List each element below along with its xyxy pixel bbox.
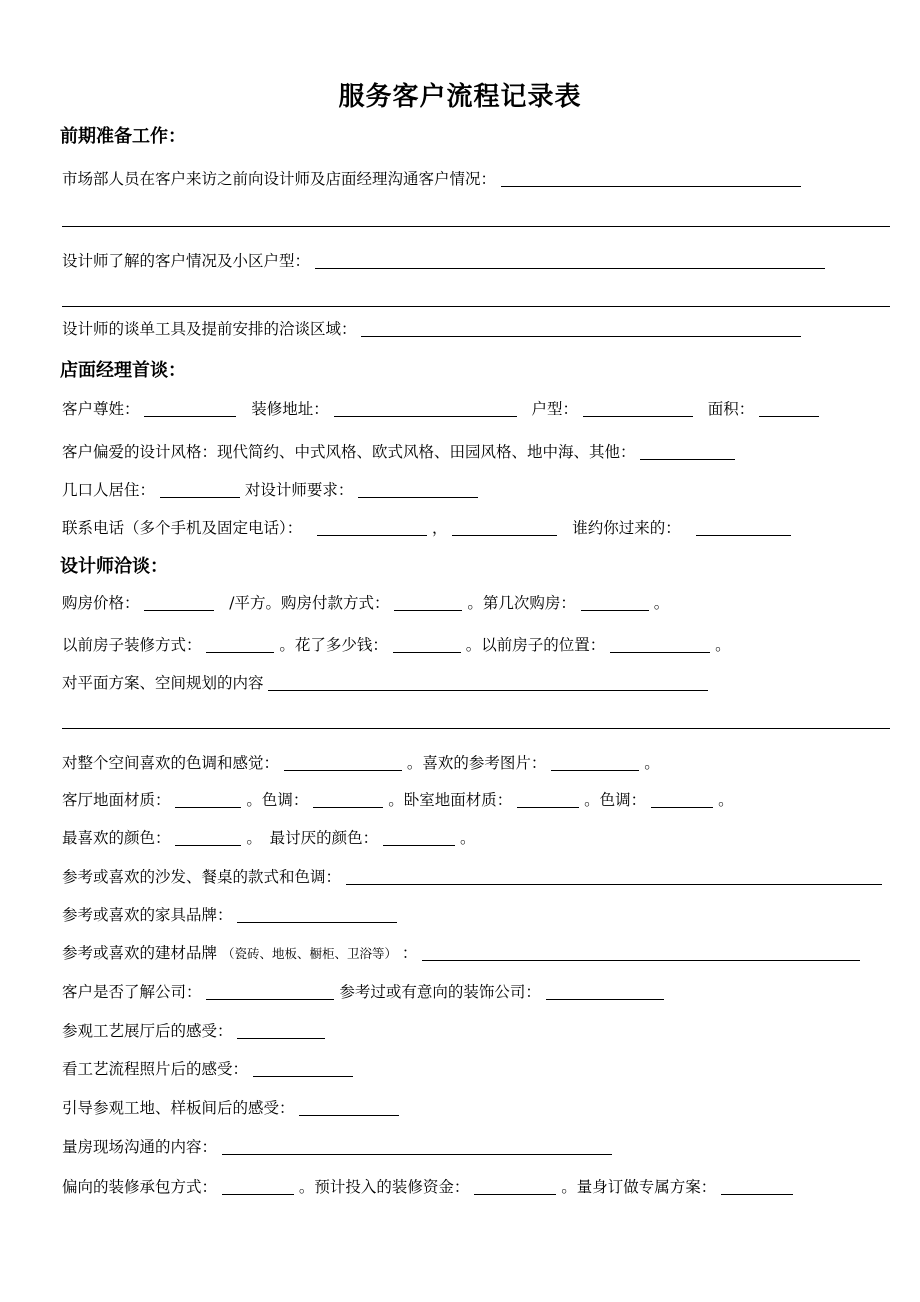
blank-input-designer-requirements[interactable] (358, 481, 478, 498)
row-preferred-style (62, 443, 735, 462)
label-preferred-style: 客户偏爱的设计风格：现代简约、中式风格、欧式风格、田园风格、地中海、其他： (62, 443, 636, 461)
label-previous-location: 。以前房子的位置： (465, 636, 606, 654)
label-sofa-table: 参考或喜欢的沙发、餐桌的款式和色调： (62, 868, 342, 886)
blank-input-phone-1[interactable] (317, 519, 427, 536)
label-area: 面积： (707, 400, 755, 418)
section-heading-designer: 设计师洽谈： (60, 556, 168, 577)
blank-input-customer-surname[interactable] (144, 400, 236, 417)
label-purchase-price: 购房价格： (62, 594, 140, 612)
blank-input-floor-plan[interactable] (268, 674, 708, 691)
row-floor-material (62, 791, 734, 810)
label-period-4: 。 (718, 791, 734, 809)
row-household (62, 481, 478, 500)
label-referrer: 谁约你过来的： (572, 519, 681, 537)
label-period-3: 。 (644, 754, 660, 772)
label-material-brand-examples: （瓷砖、地板、橱柜、卫浴等） (221, 946, 397, 961)
row-floor-plan (62, 674, 708, 693)
blank-input-payment-method[interactable] (394, 594, 462, 611)
row-previous-house (62, 636, 731, 655)
blank-input-household-size[interactable] (160, 481, 240, 498)
blank-input-material-brand[interactable] (422, 944, 860, 961)
blank-input-previous-cost[interactable] (393, 636, 461, 653)
row-furniture-brand (62, 906, 397, 925)
section-heading-prep: 前期准备工作： (60, 126, 186, 147)
blank-input-contract-type[interactable] (222, 1178, 294, 1195)
continuation-rule-market-dept (62, 226, 890, 227)
label-material-brand: 参考或喜欢的建材品牌 (62, 944, 218, 962)
label-household-size: 几口人居住： (62, 481, 156, 499)
row-measure-communication (62, 1138, 612, 1157)
label-custom-plan: 。量身订做专属方案： (561, 1178, 717, 1196)
blank-input-preferred-style-other[interactable] (640, 443, 735, 460)
label-process-photos: 看工艺流程照片后的感受： (62, 1060, 249, 1078)
row-contract-type (62, 1178, 793, 1197)
blank-input-bedroom-tone[interactable] (651, 791, 713, 808)
label-bedroom-tone: 。色调： (584, 791, 647, 809)
row-showroom-impression (62, 1022, 325, 1041)
blank-input-referrer[interactable] (696, 519, 791, 536)
label-showroom-impression: 参观工艺展厅后的感受： (62, 1022, 233, 1040)
page-title: 服务客户流程记录表 (338, 82, 582, 112)
blank-input-disliked-color[interactable] (383, 829, 455, 846)
label-living-room-tone: 。色调： (246, 791, 309, 809)
blank-input-reference-image[interactable] (551, 754, 639, 771)
blank-input-custom-plan[interactable] (721, 1178, 793, 1195)
label-designer-requirements: 对设计师要求： (244, 481, 354, 499)
blank-input-phone-2[interactable] (452, 519, 557, 536)
label-furniture-brand: 参考或喜欢的家具品牌： (62, 906, 233, 924)
row-site-visit-impression (62, 1099, 399, 1118)
blank-input-designer-tools[interactable] (361, 320, 801, 337)
label-other-companies: 参考过或有意向的装饰公司： (339, 983, 541, 1001)
label-period-2: 。 (715, 636, 731, 654)
label-purchase-count: 。第几次购房： (467, 594, 576, 612)
blank-input-previous-location[interactable] (610, 636, 710, 653)
field-market-dept-communication (62, 170, 801, 189)
field-label: 设计师的谈单工具及提前安排的洽谈区域： (62, 320, 357, 338)
row-contact-phone (62, 519, 791, 538)
label-reference-image: 。喜欢的参考图片： (406, 754, 547, 772)
row-customer-name-address (62, 400, 819, 419)
row-purchase-price (62, 594, 669, 613)
blank-input-purchase-price[interactable] (144, 594, 214, 611)
label-space-tone: 对整个空间喜欢的色调和感觉： (62, 754, 280, 772)
label-measure-communication: 量房现场沟通的内容： (62, 1138, 218, 1156)
blank-input-market-dept[interactable] (501, 170, 801, 187)
blank-input-area[interactable] (759, 400, 819, 417)
blank-input-showroom-impression[interactable] (237, 1022, 325, 1039)
phone-separator: ， (432, 519, 448, 537)
label-budget: 。预计投入的装修资金： (298, 1178, 470, 1196)
row-material-brand (62, 944, 860, 963)
blank-input-space-tone[interactable] (284, 754, 402, 771)
label-previous-decoration: 以前房子装修方式： (62, 636, 202, 654)
label-contract-type: 偏向的装修承包方式： (62, 1178, 218, 1196)
blank-input-designer-knowledge[interactable] (315, 252, 825, 269)
label-period-5: 。 (460, 829, 476, 847)
label-payment-method: /平方。购房付款方式： (229, 594, 390, 612)
blank-input-process-photos[interactable] (253, 1060, 353, 1077)
blank-input-knows-company[interactable] (206, 983, 334, 1000)
label-site-visit: 引导参观工地、样板间后的感受： (62, 1099, 295, 1117)
section-heading-manager: 店面经理首谈： (60, 360, 186, 381)
field-designer-knowledge (62, 252, 825, 271)
blank-input-living-room-floor[interactable] (175, 791, 241, 808)
blank-input-bedroom-floor[interactable] (517, 791, 579, 808)
blank-input-furniture-brand[interactable] (237, 906, 397, 923)
blank-input-purchase-count[interactable] (581, 594, 649, 611)
continuation-rule-floor-plan (62, 728, 890, 729)
label-disliked-color: 。 最讨厌的颜色： (246, 829, 379, 847)
blank-input-sofa-table[interactable] (346, 868, 882, 885)
label-customer-surname: 客户尊姓： (62, 400, 140, 418)
label-previous-cost: 。花了多少钱： (279, 636, 388, 654)
blank-input-other-companies[interactable] (546, 983, 664, 1000)
label-bedroom-floor: 。卧室地面材质： (388, 791, 513, 809)
label-favorite-color: 最喜欢的颜色： (62, 829, 171, 847)
blank-input-site-visit[interactable] (299, 1099, 399, 1116)
blank-input-favorite-color[interactable] (175, 829, 241, 846)
blank-input-measure-communication[interactable] (222, 1138, 612, 1155)
field-designer-tools (62, 320, 801, 339)
blank-input-house-type[interactable] (583, 400, 693, 417)
row-sofa-table (62, 868, 882, 887)
continuation-rule-designer-knowledge (62, 306, 890, 307)
label-contact-phone: 联系电话（多个手机及固定电话）： (62, 519, 303, 537)
label-period-1: 。 (653, 594, 670, 612)
row-process-photos-impression (62, 1060, 353, 1079)
blank-input-previous-decoration[interactable] (206, 636, 274, 653)
label-living-room-floor: 客厅地面材质： (62, 791, 171, 809)
field-label: 市场部人员在客户来访之前向设计师及店面经理沟通客户情况： (62, 170, 497, 188)
blank-input-budget[interactable] (474, 1178, 556, 1195)
label-floor-plan: 对平面方案、空间规划的内容 (62, 674, 264, 692)
row-color-tone-feeling (62, 754, 660, 773)
label-decoration-address: 装修地址： (251, 400, 329, 418)
field-label: 设计师了解的客户情况及小区户型： (62, 252, 311, 270)
label-house-type: 户型： (531, 400, 579, 418)
row-favorite-colors (62, 829, 476, 848)
label-knows-company: 客户是否了解公司： (62, 983, 202, 1001)
row-company-awareness (62, 983, 664, 1002)
blank-input-decoration-address[interactable] (334, 400, 517, 417)
blank-input-living-room-tone[interactable] (313, 791, 383, 808)
label-material-brand-colon: ： (401, 944, 418, 962)
